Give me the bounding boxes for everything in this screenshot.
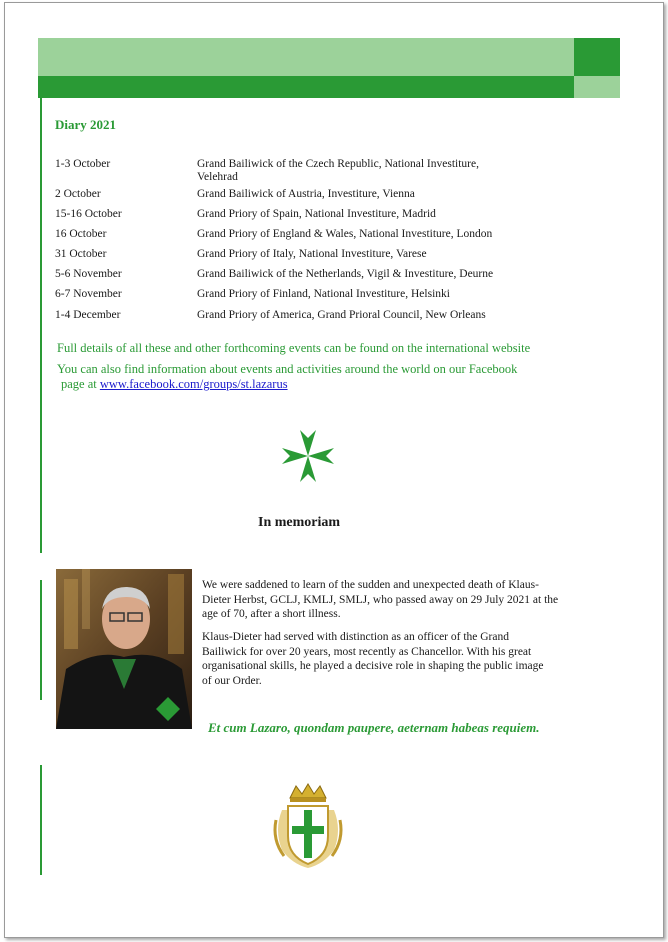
event-description-line: Grand Bailiwick of the Czech Republic, National Investiture, — [197, 158, 479, 170]
diary-title: Diary 2021 — [55, 117, 117, 132]
event-date: 1-3 October — [55, 158, 111, 170]
paragraph-line: Bailiwick for over 20 years, most recently as Chancellor. With his great — [202, 645, 532, 658]
margin-line-top — [40, 98, 42, 553]
facebook-note-prefix: page at — [61, 377, 100, 391]
event-date: 16 October — [55, 228, 107, 240]
maltese-cross-icon — [280, 428, 336, 484]
event-date: 15-16 October — [55, 208, 122, 220]
facebook-note: You can also find information about events and activities around the world on our Facebook — [57, 362, 518, 376]
event-date: 31 October — [55, 248, 107, 260]
event-date: 6-7 November — [55, 288, 122, 300]
event-date: 2 October — [55, 188, 101, 200]
header-banner-dark — [38, 76, 574, 98]
memoriam-heading: In memoriam — [258, 515, 341, 530]
event-description — [197, 158, 537, 184]
event-description: Grand Priory of England & Wales, National Investiture, London — [197, 228, 493, 240]
event-description: Grand Bailiwick of the Netherlands, Vigil & Investiture, Deurne — [197, 268, 494, 280]
event-description: Grand Priory of Spain, National Investiture, Madrid — [197, 208, 436, 220]
event-description: Grand Priory of America, Grand Prioral Council, New Orleans — [197, 309, 486, 321]
memoriam-paragraph-2 — [202, 630, 602, 688]
event-description: Grand Priory of Finland, National Investiture, Helsinki — [197, 288, 450, 300]
memoriam-paragraph-1 — [202, 578, 602, 622]
event-date: 1-4 December — [55, 309, 121, 321]
margin-line-bottom — [40, 765, 42, 875]
details-note: Full details of all these and other forthcoming events can be found on the international website — [57, 341, 531, 355]
paragraph-line: We were saddened to learn of the sudden and unexpected death of Klaus- — [202, 579, 539, 591]
facebook-link-line — [61, 377, 288, 392]
order-crest-icon — [268, 780, 348, 870]
paragraph-line: organisational skills, he played a decisive role in shaping the public image — [202, 660, 544, 672]
portrait-photo — [56, 569, 192, 729]
paragraph-line: age of 70, after a short illness. — [202, 608, 341, 620]
event-description: Grand Bailiwick of Austria, Investiture, Vienna — [197, 188, 415, 200]
header-banner-accent-light — [574, 76, 620, 98]
paragraph-line: of our Order. — [202, 674, 262, 687]
paragraph-line: Klaus-Dieter had served with distinction as an officer of the Grand — [202, 631, 509, 643]
requiem-line: Et cum Lazaro, quondam paupere, aeternam habeas requiem. — [208, 720, 540, 735]
event-date: 5-6 November — [55, 268, 122, 280]
header-banner-accent — [574, 38, 620, 76]
event-description-line: Velehrad — [197, 171, 238, 183]
paragraph-line: Dieter Herbst, GCLJ, KMLJ, SMLJ, who passed away on 29 July 2021 at the — [202, 593, 559, 606]
event-description: Grand Priory of Italy, National Investiture, Varese — [197, 248, 427, 260]
facebook-link[interactable]: www.facebook.com/groups/st.lazarus — [99, 377, 288, 391]
margin-line-middle — [40, 580, 42, 700]
header-banner-light — [38, 38, 574, 76]
